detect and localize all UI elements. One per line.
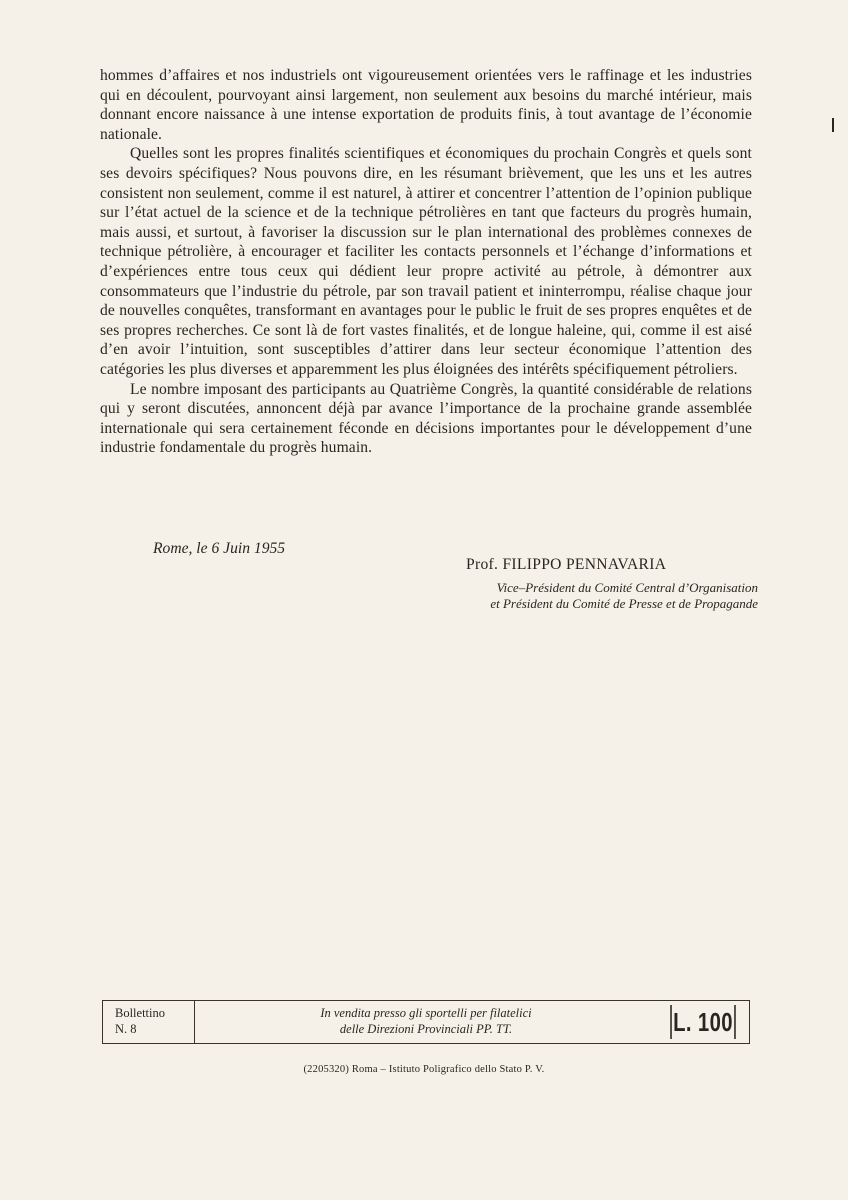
- signer-role-line-2: et Président du Comité de Presse et de Propagande: [490, 596, 758, 611]
- closing-date: Rome, le 6 Juin 1955: [153, 540, 286, 557]
- paragraph-participants: Le nombre imposant des participants au Quatrième Congrès, la quantité considérable de relations qui y seront discutées, annoncent déjà par avance l’importance de la prochaine grande assemblée internationale qui sera certainement féconde en décisions importantes pour le développement d’une industrie fondamentale du progrès humain.: [100, 380, 752, 457]
- printer-imprint: (2205320) Roma – Istituto Poligrafico dello Stato P. V.: [303, 1064, 545, 1075]
- paragraph-continuation: hommes d’affaires et nos industriels ont vigoureusement orientées vers le raffinage et les industries qui en découlent, pourvoyant ainsi largement, non seulement aux besoins du marché intérieur, mais donnant encore naissance à une intense exportation de produits finis, à tout avantage de l’économie nationale.: [100, 67, 752, 143]
- bulletin-info: [103, 1001, 195, 1043]
- sale-line-2: delle Direzioni Provinciali PP. TT.: [339, 1022, 513, 1036]
- sale-info: [195, 1001, 657, 1043]
- signer-name: Prof. FILIPPO PENNAVARIA: [466, 556, 667, 573]
- footer-box: [102, 1000, 750, 1044]
- price-label: L. 100: [670, 1005, 736, 1039]
- body-text: [100, 66, 752, 458]
- edge-mark: [832, 118, 834, 132]
- sale-line-1: In vendita presso gli sportelli per filatelici: [320, 1006, 532, 1020]
- bulletin-label: Bollettino: [115, 1006, 165, 1020]
- signer-role-line-1: Vice–Président du Comité Central d’Organisation: [496, 580, 758, 595]
- price-cell: [657, 1001, 751, 1043]
- signer-role: [448, 580, 758, 612]
- paragraph-congress-goals: Quelles sont les propres finalités scientifiques et économiques du prochain Congrès et quels sont ses devoirs spécifiques? Nous pouvons dire, en les résumant brièvement, que les uns et les autres consistent non seulement, comme il est naturel, à attirer et concentrer l’attention de l’opinion publique sur l’état actuel de la science et de la technique pétrolières en tant que facteurs du progrès humain, mais aussi, et surtout, à favoriser la discussion sur le plan international des problèmes connexes de technique pétrolière, à encourager et faciliter les contacts personnels et l’échange d’informations et d’expériences entre tous ceux qui dédient leur propre activité au pétrole, à démontrer aux consommateurs que l’industrie du pétrole, par son travail patient et ininterrompu, réalise chaque jour de nouvelles conquêtes, transformant en avantages pour le public le fruit de ses propres enquêtes et de ses propres recherches. Ce sont là de fort vastes finalités, et de longue haleine, qui, comme il est aisé d’en avoir l’intuition, sont susceptibles d’attirer dans leur secteur économique l’attention des catégories les plus diverses et apparemment les plus éloignées des intérêts spécifiquement pétroliers.: [100, 145, 752, 378]
- bulletin-number: N. 8: [115, 1022, 137, 1036]
